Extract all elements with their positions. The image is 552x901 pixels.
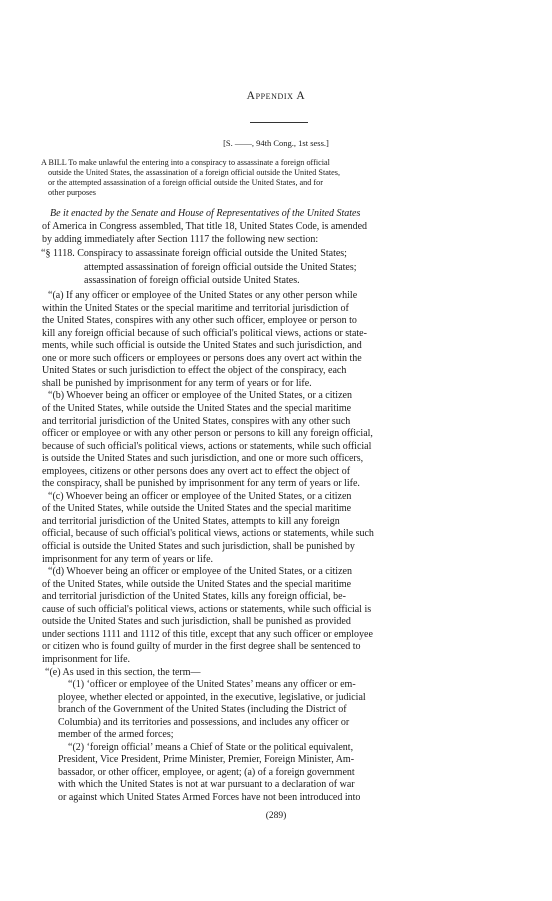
body-line: bassador, or other officer, employee, or agent; (a) of a foreign government — [58, 767, 355, 778]
body-line: imprisonment for any term of years or life. — [42, 554, 214, 565]
enacting-clause-line: Be it enacted by the Senate and House of Representatives of the United States — [50, 208, 361, 219]
bill-title-line: or the attempted assassination of a foreign official outside the United States, and for — [48, 178, 323, 187]
section-heading-line: attempted assassination of foreign official outside the United States; — [84, 262, 357, 273]
body-line: member of the armed forces; — [58, 729, 174, 740]
bill-title-line: A BILL To make unlawful the entering into a conspiracy to assassinate a foreign official — [41, 158, 330, 167]
body-line: ployee, whether elected or appointed, in the executive, legislative, or judicial — [58, 692, 366, 703]
section-heading-line: “§ 1118. Conspiracy to assassinate foreign official outside the United States; — [41, 248, 347, 259]
body-line: and territorial jurisdiction of the United States, conspires with any other such — [42, 416, 351, 427]
body-line: and territorial jurisdiction of the United States, kills any foreign official, be- — [42, 591, 346, 602]
section-heading-line: assassination of foreign official outside United States. — [84, 275, 300, 286]
bill-title-line: other purposes — [48, 188, 96, 197]
body-line: the United States, conspires with any other such officer, employee or person to — [42, 315, 357, 326]
body-line: President, Vice President, Prime Minister, Premier, Foreign Minister, Am- — [58, 754, 355, 765]
body-line: under sections 1111 and 1112 of this title, except that any such officer or employee — [42, 629, 373, 640]
body-line: of the United States, while outside the United States and the special maritime — [42, 403, 352, 414]
body-line: or against which United States Armed Forces have not been introduced into — [58, 792, 361, 803]
bill-title-line: outside the United States, the assassination of a foreign official outside the United States, — [48, 168, 341, 177]
body-line: is outside the United States and such jurisdiction, and one or more such officers, — [42, 453, 364, 464]
bill-reference: [S. ——, 94th Cong., 1st sess.] — [223, 138, 329, 148]
body-line: the conspiracy, shall be punished by imprisonment for any term of years or life. — [42, 478, 360, 489]
appendix-title: Appendix A — [246, 90, 306, 102]
body-line: “(1) ‘officer or employee of the United States’ means any officer or em- — [68, 679, 356, 690]
body-line: Columbia) and its territories and possessions, and includes any officer or — [58, 717, 350, 728]
body-line: of the United States, while outside the United States and the special maritime — [42, 579, 352, 590]
body-line: outside the United States and such jurisdiction, shall be punished as provided — [42, 616, 351, 627]
body-line: officer or employee or with any other person or persons to kill any foreign official, — [42, 428, 373, 439]
body-line: or citizen who is found guilty of murder in the first degree shall be sentenced to — [42, 641, 361, 652]
enacting-clause-line: by adding immediately after Section 1117 the following new section: — [42, 234, 319, 245]
body-line: imprisonment for life. — [42, 654, 131, 665]
body-line: one or more such officers or employees or persons does any overt act within the — [42, 353, 362, 364]
body-line: because of such official's political views, actions or statements, while such official — [42, 441, 372, 452]
body-line: official, because of such official's political views, actions or statements, while such — [42, 528, 374, 539]
body-line: ments, while such official is outside the United States and such jurisdiction, and — [42, 340, 362, 351]
body-line: “(e) As used in this section, the term— — [45, 667, 201, 678]
body-line: cause of such official's political views, actions or statements, while such official is — [42, 604, 372, 615]
body-line: kill any foreign official because of such official's political views, actions or state- — [42, 328, 367, 339]
body-line: “(c) Whoever being an officer or employee of the United States, or a citizen — [48, 491, 352, 502]
body-line: “(a) If any officer or employee of the United States or any other person while — [48, 290, 358, 301]
body-line: of the United States, while outside the United States and the special maritime — [42, 503, 352, 514]
title-rule — [250, 122, 308, 123]
body-line: within the United States or the special maritime and territorial jurisdiction of — [42, 303, 349, 314]
body-line: “(b) Whoever being an officer or employee of the United States, or a citizen — [48, 390, 352, 401]
enacting-clause-line: of America in Congress assembled, That title 18, United States Code, is amended — [42, 221, 368, 232]
body-line: “(d) Whoever being an officer or employee of the United States, or a citizen — [48, 566, 352, 577]
body-line: with which the United States is not at war pursuant to a declaration of war — [58, 779, 355, 790]
body-line: shall be punished by imprisonment for any term of years or for life. — [42, 378, 312, 389]
body-line: official is outside the United States and such jurisdiction, shall be punished by — [42, 541, 355, 552]
body-line: branch of the Government of the United States (including the District of — [58, 704, 347, 715]
body-line: and territorial jurisdiction of the United States, attempts to kill any foreign — [42, 516, 340, 527]
page-number: (289) — [265, 811, 287, 821]
body-line: United States or such jurisdiction to effect the object of the conspiracy, each — [42, 365, 347, 376]
body-line: employees, citizens or other persons does any overt act to effect the object of — [42, 466, 351, 477]
body-line: “(2) ‘foreign official’ means a Chief of State or the political equivalent, — [68, 742, 354, 753]
